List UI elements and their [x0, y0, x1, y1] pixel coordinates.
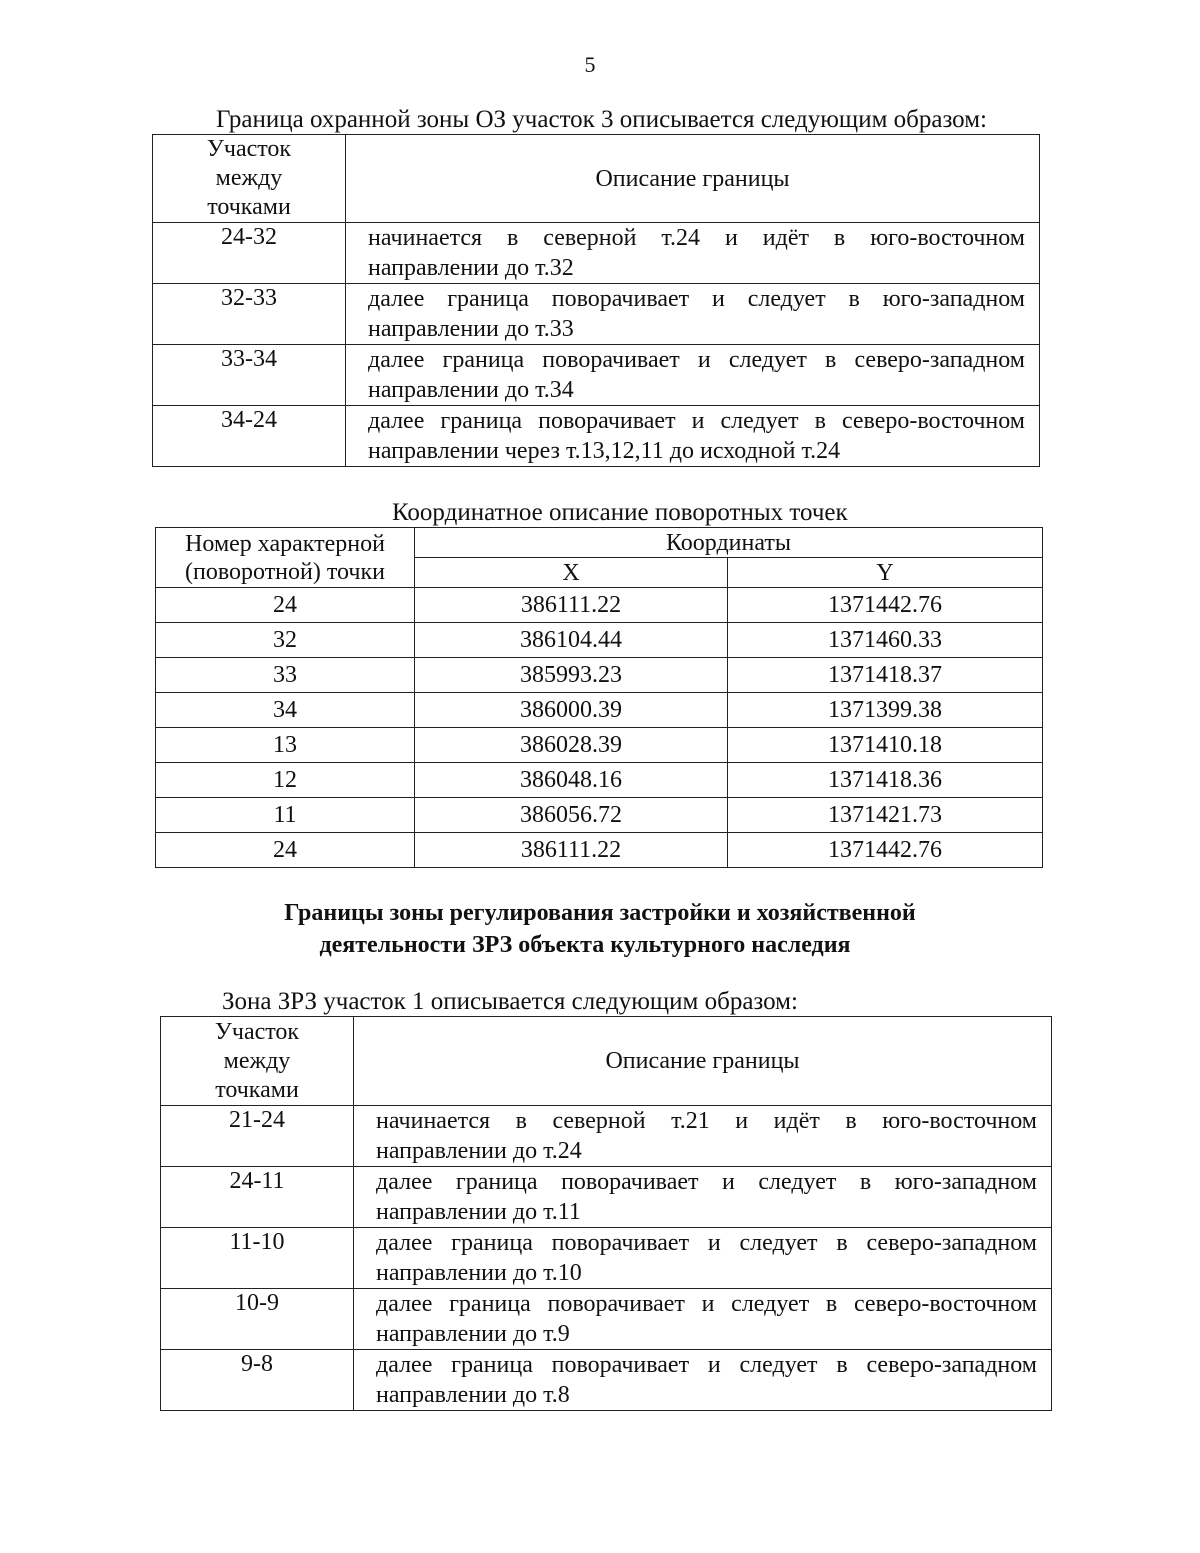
row-points: 9-8 [161, 1350, 354, 1411]
row-points: 32-33 [153, 284, 346, 345]
table-row [156, 798, 1043, 833]
row-point-number: 24 [156, 833, 415, 868]
page-number: 5 [584, 52, 596, 77]
row-description: далее граница поворачивает и следует в юго-западном направлении до т.33 [346, 284, 1040, 345]
row-y: 1371442.76 [728, 833, 1043, 868]
header-description: Описание границы [346, 135, 1040, 223]
zrz-heading [150, 897, 1050, 961]
row-points: 11-10 [161, 1228, 354, 1289]
row-x: 386111.22 [415, 588, 728, 623]
row-points: 21-24 [161, 1106, 354, 1167]
header-point-number [156, 528, 415, 588]
header-point-line2: (поворотной) точки [185, 558, 385, 585]
row-y: 1371418.36 [728, 763, 1043, 798]
row-description: далее граница поворачивает и следует в северо-восточном направлении через т.13,12,11 до исходной т.24 [346, 406, 1040, 467]
row-y: 1371460.33 [728, 623, 1043, 658]
row-x: 386028.39 [415, 728, 728, 763]
table-row [156, 658, 1043, 693]
header-description: Описание границы [354, 1017, 1052, 1106]
table-row [156, 728, 1043, 763]
row-x: 386104.44 [415, 623, 728, 658]
row-x: 385993.23 [415, 658, 728, 693]
table-row [156, 833, 1043, 868]
table-row [156, 588, 1043, 623]
table-row [161, 1289, 1052, 1350]
zrz-heading-line2: деятельности ЗРЗ объекта культурного наследия [319, 932, 851, 958]
row-y: 1371399.38 [728, 693, 1043, 728]
row-y: 1371418.37 [728, 658, 1043, 693]
row-point-number: 32 [156, 623, 415, 658]
boundary-table-zrz [160, 1016, 1052, 1411]
row-x: 386000.39 [415, 693, 728, 728]
row-description: далее граница поворачивает и следует в северо-восточном направлении до т.9 [354, 1289, 1052, 1350]
header-points: Участок между точками [153, 135, 346, 223]
zrz-heading-line1: Границы зоны регулирования застройки и хозяйственной [284, 900, 916, 926]
header-points: Участок между точками [161, 1017, 354, 1106]
header-point-line1: Номер характерной [185, 530, 385, 557]
row-point-number: 11 [156, 798, 415, 833]
boundary-table-oz [152, 134, 1040, 467]
table-row [161, 1228, 1052, 1289]
row-point-number: 34 [156, 693, 415, 728]
boundary-table-zrz-body [161, 1106, 1052, 1411]
row-points: 24-32 [153, 223, 346, 284]
table-row [156, 623, 1043, 658]
row-point-number: 12 [156, 763, 415, 798]
table-row [156, 763, 1043, 798]
coordinates-caption: Координатное описание поворотных точек [392, 499, 848, 526]
coordinates-table-body [156, 588, 1043, 868]
header-x: X [415, 558, 728, 588]
row-description: далее граница поворачивает и следует в юго-западном направлении до т.11 [354, 1167, 1052, 1228]
row-points: 33-34 [153, 345, 346, 406]
row-y: 1371421.73 [728, 798, 1043, 833]
header-y: Y [728, 558, 1043, 588]
table-row [156, 693, 1043, 728]
row-description: далее граница поворачивает и следует в северо-западном направлении до т.10 [354, 1228, 1052, 1289]
row-point-number: 24 [156, 588, 415, 623]
table-row [153, 406, 1040, 467]
row-points: 34-24 [153, 406, 346, 467]
row-y: 1371410.18 [728, 728, 1043, 763]
table-row [153, 345, 1040, 406]
table-row [161, 1350, 1052, 1411]
row-point-number: 33 [156, 658, 415, 693]
boundary-table-oz-body [153, 223, 1040, 467]
table-row [153, 223, 1040, 284]
row-description: начинается в северной т.24 и идёт в юго-восточном направлении до т.32 [346, 223, 1040, 284]
row-description: далее граница поворачивает и следует в северо-западном направлении до т.8 [354, 1350, 1052, 1411]
section2-caption: Зона ЗРЗ участок 1 описывается следующим образом: [222, 988, 798, 1015]
row-description: начинается в северной т.21 и идёт в юго-восточном направлении до т.24 [354, 1106, 1052, 1167]
table-row [161, 1167, 1052, 1228]
table-row [153, 284, 1040, 345]
row-description: далее граница поворачивает и следует в северо-западном направлении до т.34 [346, 345, 1040, 406]
coordinates-table [155, 527, 1043, 868]
row-points: 10-9 [161, 1289, 354, 1350]
section1-caption: Граница охранной зоны ОЗ участок 3 описывается следующим образом: [216, 106, 987, 133]
header-coordinates: Координаты [415, 528, 1043, 558]
row-y: 1371442.76 [728, 588, 1043, 623]
row-point-number: 13 [156, 728, 415, 763]
table-row [161, 1106, 1052, 1167]
row-points: 24-11 [161, 1167, 354, 1228]
row-x: 386111.22 [415, 833, 728, 868]
row-x: 386048.16 [415, 763, 728, 798]
row-x: 386056.72 [415, 798, 728, 833]
